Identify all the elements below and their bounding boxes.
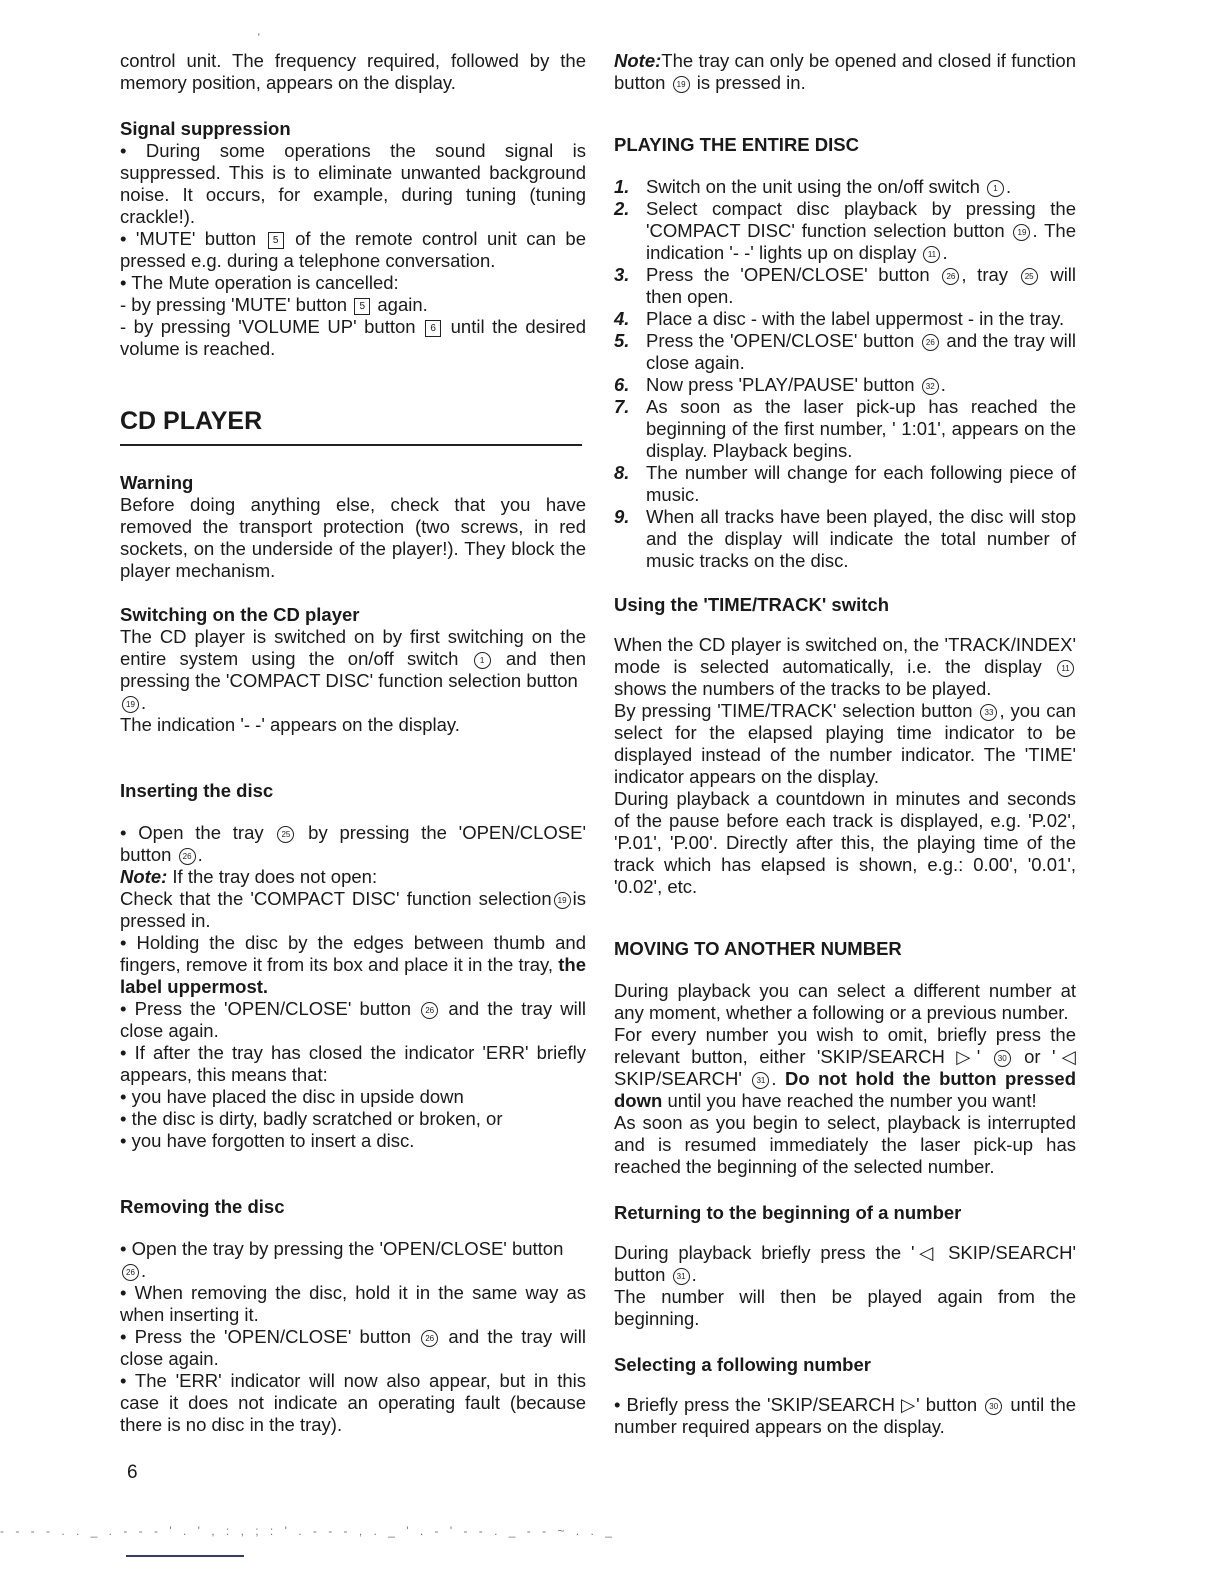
removing-bullet-2: • When removing the disc, hold it in the same way as when inserting it. [120,1282,586,1325]
step-1: 1. Switch on the unit using the on/off switch 1 . [614,176,1012,197]
moving-p1: During playback you can select a different number at any moment, whether a following or a previous number. [614,980,1076,1023]
timetrack-p1: When the CD player is switched on, the 'TRACK/INDEX' mode is selected automatically, i.e. the display 11 shows the numbers of the tracks to be played. [614,634,1076,699]
selecting-heading: Selecting a following number [614,1354,871,1375]
warning-heading: Warning [120,472,194,493]
removing-bullet-4: • The 'ERR' indicator will now also appear, but in this case it does not indicate an operating fault (because there is no disc in the tray). [120,1370,586,1435]
key-19-icon: 19 [1013,224,1030,241]
key-11-icon: 11 [923,246,940,263]
key-19-icon: 19 [554,892,571,909]
moving-p3: As soon as you begin to select, playback is interrupted and is resumed immediately the laser pick-up has reached the beginning of the selected number. [614,1112,1076,1177]
tray-note: Note:The tray can only be opened and closed if function button 19 is pressed in. [614,50,1076,93]
warning-text: Before doing anything else, check that you have removed the transport protection (two screws, in red sockets, on the underside of the player!). They block the player mechanism. [120,494,586,581]
inserting-bullet-4: • If after the tray has closed the indicator 'ERR' briefly appears, this means that: [120,1042,586,1085]
switching-heading: Switching on the CD player [120,604,360,625]
key-5-icon: 5 [268,232,284,249]
scan-mark: ' [258,32,260,42]
inserting-bullet-2: • Holding the disc by the edges between thumb and fingers, remove it from its box and place it in the tray, the label uppermost. [120,932,586,997]
signal-dash-1: - by pressing 'MUTE' button 5 again. [120,294,428,315]
switching-indication: The indication '- -' appears on the display. [120,714,460,735]
signal-bullet-3: • The Mute operation is cancelled: [120,272,399,293]
playing-heading: PLAYING THE ENTIRE DISC [614,134,859,155]
key-26-icon: 26 [179,848,196,865]
signal-dash-2: - by pressing 'VOLUME UP' button 6 until the desired volume is reached. [120,316,586,359]
key-6-icon: 6 [425,320,441,337]
right-column [614,50,1076,1438]
timetrack-p3: During playback a countdown in minutes and seconds of the pause before each track is displayed, e.g. 'P.02', 'P.01', 'P.00'. Directly after this, the playing time of the track which has elapsed is shown, e.g.: 0.00', '0.01', '0.02', etc. [614,788,1076,897]
key-5-icon: 5 [354,298,370,315]
timetrack-p2: By pressing 'TIME/TRACK' selection button 33 , you can select for the elapsed playing time indicator to be displayed instead of the number indicator. The 'TIME' indicator appears on the display. [614,700,1077,787]
signal-bullet-1: • During some operations the sound signal is suppressed. This is to eliminate unwanted background noise. It occurs, for example, during tuning (tuning crackle!). [120,140,586,227]
removing-heading: Removing the disc [120,1196,285,1217]
key-1-icon: 1 [474,652,491,669]
removing-bullet-3: • Press the 'OPEN/CLOSE' button 26 and the tray will close again. [120,1326,587,1369]
step-8: 8. The number will change for each following piece of music. [614,462,1076,505]
signal-bullet-2: • 'MUTE' button 5 of the remote control unit can be pressed e.g. during a telephone conversation. [120,228,587,271]
key-26-icon: 26 [122,1264,139,1281]
step-2: 2. Select compact disc playback by pressing the 'COMPACT DISC' function selection button 19 . The indication '- -' lights up on display 11 . [614,198,1076,263]
inserting-bullet-7: • you have forgotten to insert a disc. [120,1130,415,1151]
scan-noise: - - - - . . _ . - - - ' . ' , : , ; : ' . - - - , . _ ' . - ' - - . _ - - ~ . . _ [0,1524,616,1538]
key-25-icon: 25 [277,826,294,843]
inserting-bullet-3: • Press the 'OPEN/CLOSE' button 26 and the tray will close again. [120,998,587,1041]
inserting-bullet-1: • Open the tray 25 by pressing the 'OPEN/CLOSE' button 26 . [120,822,587,865]
step-3: 3. Press the 'OPEN/CLOSE' button 26 , tray 25 will then open. [614,264,1077,307]
key-31-icon: 31 [752,1072,769,1089]
selecting-bullet: • Briefly press the 'SKIP/SEARCH ▷' button 30 until the number required appears on the display. [614,1394,1077,1437]
step-9: 9. When all tracks have been played, the disc will stop and the display will indicate the total number of music tracks on the disc. [614,506,1076,571]
moving-p2: For every number you wish to omit, briefly press the relevant button, either 'SKIP/SEARCH ▷' 30 or '◁ SKIP/SEARCH' 31 . Do not hold the button pressed down until you have reached the number you want! [614,1024,1077,1111]
inserting-bullet-5: • you have placed the disc in upside down [120,1086,464,1107]
key-11-icon: 11 [1057,660,1074,677]
step-7: 7. As soon as the laser pick-up has reached the beginning of the first number, ' 1:01', appears on the display. Playback begins. [614,396,1076,461]
switching-text: The CD player is switched on by first switching on the entire system using the on/off switch 1 and then pressing the 'COMPACT DISC' function selection button 19 . [120,626,587,713]
left-column [120,50,586,1436]
signal-suppression-heading: Signal suppression [120,118,291,139]
key-25-icon: 25 [1021,268,1038,285]
key-32-icon: 32 [922,378,939,395]
key-30-icon: 30 [994,1050,1011,1067]
inserting-heading: Inserting the disc [120,780,274,801]
key-26-icon: 26 [942,268,959,285]
key-26-icon: 26 [421,1002,438,1019]
key-1-icon: 1 [987,180,1004,197]
inserting-check: Check that the 'COMPACT DISC' function selection 19 is pressed in. [120,888,586,931]
step-4: 4. Place a disc - with the label uppermost - in the tray. [614,308,1065,329]
key-30-icon: 30 [985,1398,1002,1415]
intro-paragraph: control unit. The frequency required, followed by the memory position, appears on the display. [120,50,586,93]
moving-heading: MOVING TO ANOTHER NUMBER [614,938,902,959]
key-19-icon: 19 [673,76,690,93]
page-number: 6 [127,1462,138,1483]
key-26-icon: 26 [922,334,939,351]
returning-p2: The number will then be played again from the beginning. [614,1286,1076,1329]
step-5: 5. Press the 'OPEN/CLOSE' button 26 and the tray will close again. [614,330,1077,373]
inserting-bullet-6: • the disc is dirty, badly scratched or broken, or [120,1108,503,1129]
scan-edge-line [126,1555,244,1557]
returning-p1: During playback briefly press the '◁ SKIP/SEARCH' button 31 . [614,1242,1076,1285]
inserting-note: Note: If the tray does not open: [120,866,378,887]
removing-bullet-1: • Open the tray by pressing the 'OPEN/CLOSE' button 26 . [120,1238,564,1281]
key-26-icon: 26 [421,1330,438,1347]
key-31-icon: 31 [673,1268,690,1285]
cd-player-title: CD PLAYER [120,407,263,435]
returning-heading: Returning to the beginning of a number [614,1202,962,1223]
key-33-icon: 33 [980,704,997,721]
step-6: 6. Now press 'PLAY/PAUSE' button 32 . [614,374,946,395]
timetrack-heading: Using the 'TIME/TRACK' switch [614,594,889,615]
key-19-icon: 19 [122,696,139,713]
